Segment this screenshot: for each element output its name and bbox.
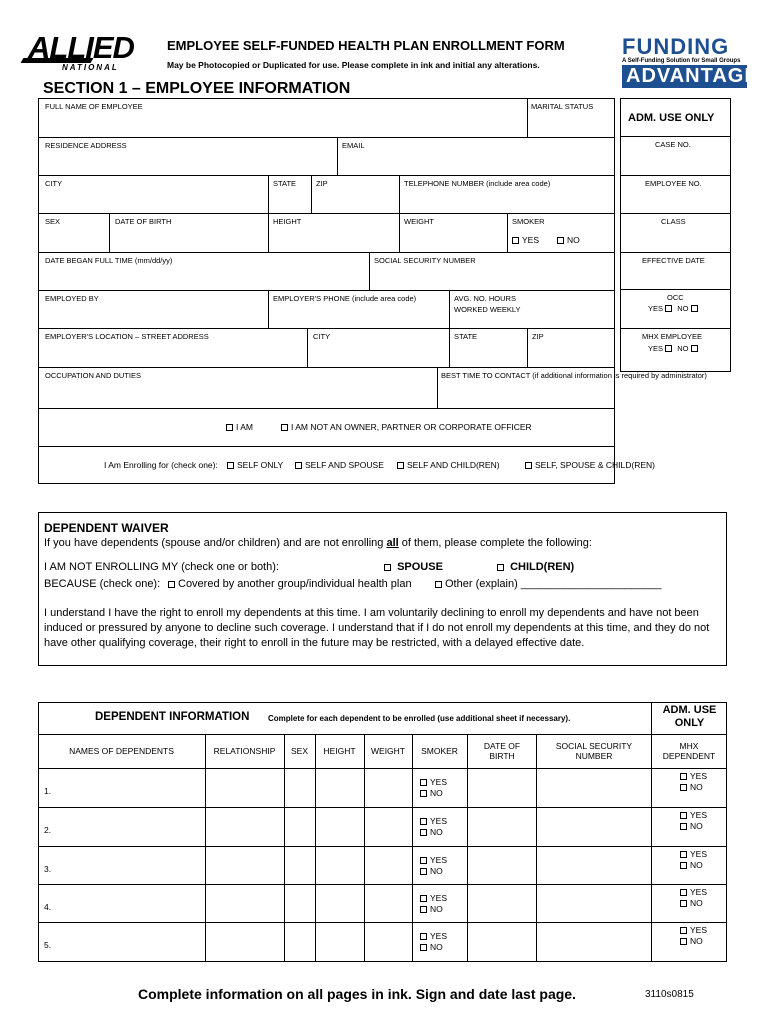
- self-spouse-children-checkbox[interactable]: SELF, SPOUSE & CHILD(REN): [525, 460, 655, 470]
- col-ssn: SOCIAL SECURITY NUMBER: [555, 741, 633, 761]
- employed-by-label: EMPLOYED BY: [45, 294, 99, 303]
- col-height: HEIGHT: [323, 746, 356, 756]
- best-time-label: BEST TIME TO CONTACT (if additional information is required by administrator): [441, 371, 707, 380]
- col-weight: WEIGHT: [371, 746, 405, 756]
- dependent-smoker-checkboxes[interactable]: YES NO: [420, 816, 447, 838]
- self-spouse-checkbox[interactable]: SELF AND SPOUSE: [295, 460, 384, 470]
- class-label: CLASS: [661, 217, 686, 226]
- dependent-row-number: 1.: [44, 786, 52, 796]
- dependent-smoker-checkboxes[interactable]: YES NO: [420, 855, 447, 877]
- sex-label: SEX: [45, 217, 61, 226]
- smoker-label: SMOKER: [512, 217, 545, 226]
- dependent-smoker-checkboxes[interactable]: YES NO: [420, 931, 447, 953]
- dependent-row-number: 5.: [44, 940, 52, 950]
- i-am-not-checkbox[interactable]: I AM NOT AN OWNER, PARTNER OR CORPORATE OFFICER: [281, 422, 532, 432]
- effective-date-label: EFFECTIVE DATE: [642, 256, 705, 265]
- case-no-label: CASE NO.: [655, 140, 691, 149]
- footer-note: Complete information on all pages in ink. Sign and date last page.: [138, 986, 576, 1002]
- dependent-info-subtitle: Complete for each dependent to be enrolled (use additional sheet if necessary).: [268, 714, 571, 723]
- funding-advantage-logo: [622, 34, 759, 88]
- allied-logo-word: ALLIED: [28, 30, 134, 65]
- section1-title: SECTION 1 – EMPLOYEE INFORMATION: [43, 80, 351, 97]
- dependent-adm-use: ADM. USE ONLY: [662, 704, 717, 729]
- waiver-statement: I understand I have the right to enroll my dependents at this time. I am voluntarily declining to enroll my dependents and have not been induced or pressured by anyone to decline such coverage. I understand that if I do not enroll my dependents at this time, and they do not have other qualifying coverage, their right to enroll in the future may be restricted, with a delayed effective date.: [44, 607, 710, 649]
- dependent-smoker-checkboxes[interactable]: YES NO: [420, 777, 447, 799]
- full-name-label: FULL NAME OF EMPLOYEE: [45, 102, 143, 111]
- enrolling-for-label: I Am Enrolling for (check one):: [104, 460, 218, 470]
- col-smoker: SMOKER: [421, 746, 458, 756]
- dependent-info-title: DEPENDENT INFORMATION: [95, 711, 250, 723]
- dependent-mhx-checkboxes[interactable]: YES NO: [680, 849, 707, 871]
- waiver-title: DEPENDENT WAIVER: [44, 521, 169, 535]
- because-label: BECAUSE (check one):: [44, 578, 161, 590]
- dependent-mhx-checkboxes[interactable]: YES NO: [680, 887, 707, 909]
- self-only-checkbox[interactable]: SELF ONLY: [227, 460, 283, 470]
- funding-logo-bottom: ADVANTAGE: [622, 65, 747, 88]
- form-subtitle: May be Photocopied or Duplicated for use. Please complete in ink and initial any alterations.: [167, 60, 540, 70]
- city-label: CITY: [45, 179, 63, 188]
- col-dob: DATE OF BIRTH: [483, 741, 521, 761]
- dependent-row-number: 4.: [44, 902, 52, 912]
- self-children-checkbox[interactable]: SELF AND CHILD(REN): [397, 460, 500, 470]
- i-am-checkbox[interactable]: I AM: [226, 422, 253, 432]
- occupation-label: OCCUPATION AND DUTIES: [45, 371, 141, 380]
- state2-label: STATE: [454, 332, 478, 341]
- email-label: EMAIL: [342, 141, 365, 150]
- col-relationship: RELATIONSHIP: [213, 746, 276, 756]
- smoker-yes-checkbox[interactable]: YES: [512, 235, 539, 245]
- employer-location-label: EMPLOYER'S LOCATION – STREET ADDRESS: [45, 332, 209, 341]
- state-label: STATE: [273, 179, 297, 188]
- marital-status-label: MARITAL STATUS: [531, 102, 594, 111]
- other-explain-checkbox[interactable]: Other (explain) _______________________: [435, 578, 662, 590]
- mhx-yes-no[interactable]: YES NO: [648, 344, 701, 353]
- waiver-spouse-checkbox[interactable]: SPOUSE: [384, 561, 443, 573]
- weight-label: WEIGHT: [404, 217, 434, 226]
- occ-label: OCC: [667, 293, 684, 302]
- funding-logo-top: FUNDING: [622, 34, 730, 59]
- dependent-mhx-checkboxes[interactable]: YES NO: [680, 771, 707, 793]
- height-label: HEIGHT: [273, 217, 302, 226]
- form-code: 3110s0815: [645, 989, 694, 1000]
- dependent-row-number: 3.: [44, 864, 52, 874]
- dependent-smoker-checkboxes[interactable]: YES NO: [420, 893, 447, 915]
- smoker-no-checkbox[interactable]: NO: [557, 235, 580, 245]
- occ-yes-no[interactable]: YES NO: [648, 304, 701, 313]
- ssn-label: SOCIAL SECURITY NUMBER: [374, 256, 476, 265]
- date-began-label: DATE BEGAN FULL TIME (mm/dd/yy): [45, 256, 173, 265]
- col-mhx: MHX DEPENDENT: [662, 741, 716, 761]
- covered-checkbox[interactable]: Covered by another group/individual health plan: [168, 578, 412, 590]
- col-names: NAMES OF DEPENDENTS: [69, 746, 174, 756]
- dependent-mhx-checkboxes[interactable]: YES NO: [680, 925, 707, 947]
- allied-national-logo: [22, 30, 140, 76]
- adm-use-only-label: ADM. USE ONLY: [628, 112, 715, 124]
- zip2-label: ZIP: [532, 332, 544, 341]
- employee-no-label: EMPLOYEE NO.: [645, 179, 702, 188]
- not-enrolling-label: I AM NOT ENROLLING MY (check one or both):: [44, 561, 279, 573]
- allied-logo-sub: NATIONAL: [62, 63, 119, 72]
- dependent-row-number: 2.: [44, 825, 52, 835]
- mhx-employee-label: MHX EMPLOYEE: [642, 332, 703, 341]
- zip-label: ZIP: [316, 179, 328, 188]
- avg-hours-label: AVG. NO. HOURS: [454, 294, 516, 303]
- city2-label: CITY: [313, 332, 331, 341]
- waiver-children-checkbox[interactable]: CHILD(REN): [497, 561, 574, 573]
- waiver-intro: If you have dependents (spouse and/or children) and are not enrolling all of them, please complete the following:: [44, 537, 592, 549]
- telephone-label: TELEPHONE NUMBER (include area code): [404, 179, 551, 188]
- residence-address-label: RESIDENCE ADDRESS: [45, 141, 127, 150]
- funding-logo-tag: A Self-Funding Solution for Small Groups: [622, 58, 741, 64]
- dob-label: DATE OF BIRTH: [115, 217, 172, 226]
- employer-phone-label: EMPLOYER'S PHONE (include area code): [273, 294, 417, 303]
- worked-weekly-label: WORKED WEEKLY: [454, 305, 521, 314]
- form-title: EMPLOYEE SELF-FUNDED HEALTH PLAN ENROLLMENT FORM: [167, 38, 565, 53]
- col-sex: SEX: [290, 746, 308, 756]
- dependent-mhx-checkboxes[interactable]: YES NO: [680, 810, 707, 832]
